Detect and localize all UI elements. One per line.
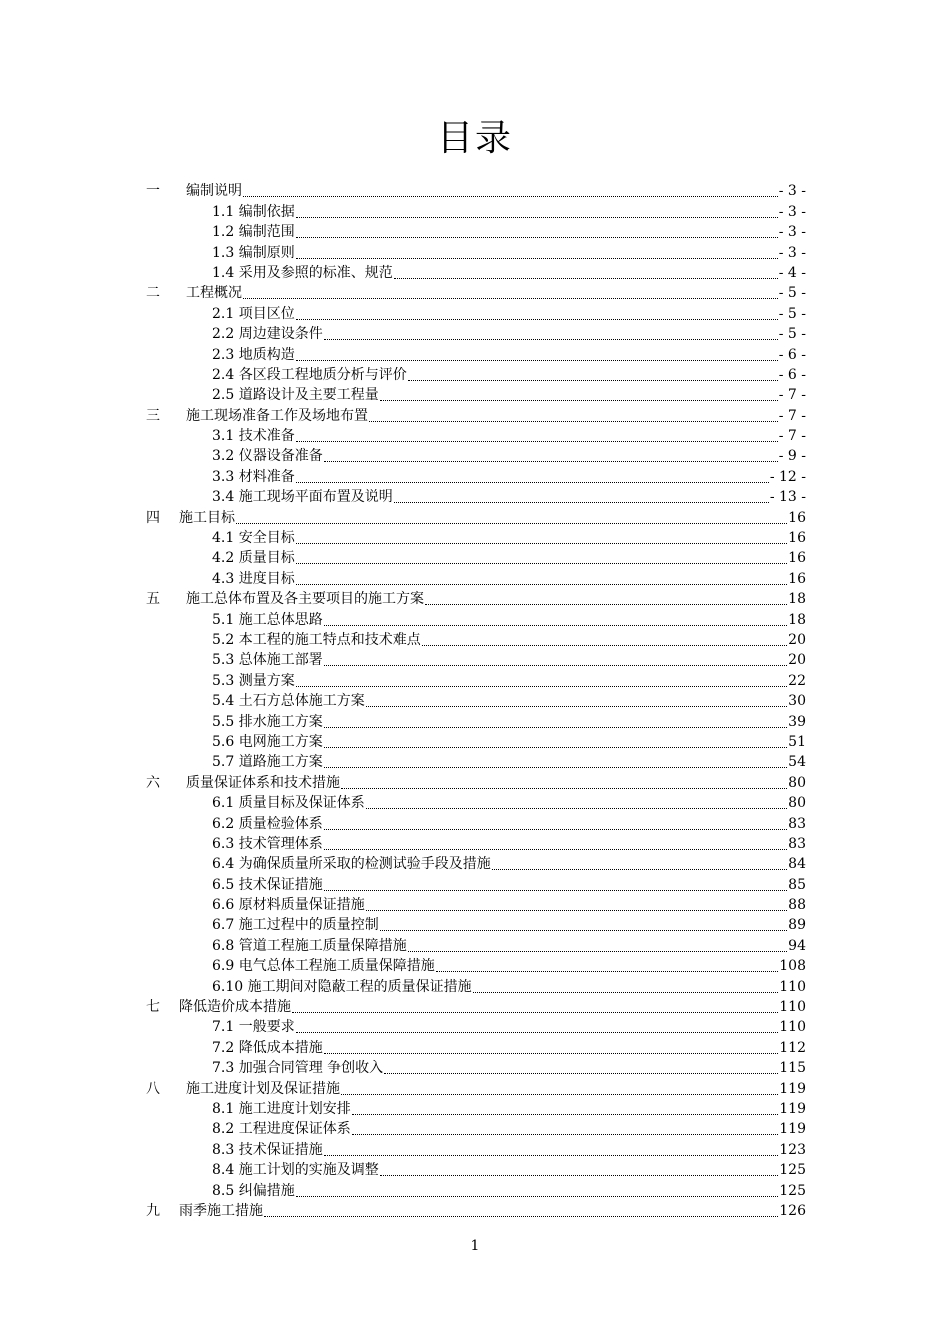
toc-entry-page: 22 <box>788 672 806 689</box>
toc-section-entry[interactable] <box>146 1159 806 1179</box>
toc-entry-label: 雨季施工措施 <box>179 1202 263 1219</box>
toc-entry-page: 16 <box>788 570 806 587</box>
page-number: 1 <box>470 1238 480 1254</box>
toc-entry-label: 5.3 总体施工部署 <box>212 652 323 669</box>
toc-entry-page: 85 <box>788 876 806 893</box>
toc-section-entry[interactable] <box>146 710 806 730</box>
toc-entry-page: 112 <box>779 1039 806 1056</box>
toc-section-entry[interactable] <box>146 833 806 853</box>
toc-entry-page: 110 <box>779 1019 806 1036</box>
toc-entry-number: 七 <box>146 999 160 1016</box>
toc-dot-leader <box>324 338 778 340</box>
toc-entry-label: 6.2 质量检验体系 <box>212 815 323 832</box>
toc-entry-label: 7.3 加强合同管理 争创收入 <box>212 1060 384 1077</box>
toc-entry-page: 119 <box>779 1100 806 1117</box>
toc-entry-page: 18 <box>788 611 806 628</box>
toc-dot-leader <box>296 236 778 238</box>
toc-entry-label: 3.2 仪器设备准备 <box>212 448 323 465</box>
toc-dot-leader <box>394 501 769 503</box>
toc-entry-label: 2.5 道路设计及主要工程量 <box>212 387 379 404</box>
toc-entry-label: 1.2 编制范围 <box>212 224 295 241</box>
toc-entry-label: 2.1 项目区位 <box>212 305 295 322</box>
toc-section-entry[interactable] <box>146 608 806 628</box>
toc-entry-page: - 5 - <box>778 305 806 322</box>
toc-chapter-entry[interactable] <box>146 1077 806 1097</box>
toc-entry-number: 八 <box>146 1080 160 1097</box>
toc-entry-number: 五 <box>146 591 160 608</box>
toc-entry-page: - 6 - <box>778 346 806 363</box>
toc-dot-leader <box>352 1113 779 1115</box>
toc-entry-label: 6.7 施工过程中的质量控制 <box>212 917 379 934</box>
toc-dot-leader <box>366 807 787 809</box>
toc-entry-page: 110 <box>779 999 806 1016</box>
toc-entry-label: 施工目标 <box>179 509 235 526</box>
toc-section-entry[interactable] <box>146 547 806 567</box>
toc-entry-page: 16 <box>788 509 806 526</box>
toc-dot-leader <box>324 664 787 666</box>
toc-dot-leader <box>380 929 787 931</box>
toc-entry-label: 6.1 质量目标及保证体系 <box>212 795 365 812</box>
toc-section-entry[interactable] <box>146 853 806 873</box>
toc-entry-number: 九 <box>146 1202 160 1219</box>
toc-entry-label: 施工总体布置及各主要项目的施工方案 <box>186 591 424 608</box>
toc-section-entry[interactable] <box>146 751 806 771</box>
toc-entry-page: - 9 - <box>778 448 806 465</box>
toc-entry-label: 2.3 地质构造 <box>212 346 295 363</box>
toc-section-entry[interactable] <box>146 302 806 322</box>
toc-entry-page: 16 <box>788 550 806 567</box>
toc-entry-page: 126 <box>779 1202 806 1219</box>
toc-dot-leader <box>324 1052 779 1054</box>
toc-dot-leader <box>380 1174 779 1176</box>
toc-entry-page: 119 <box>779 1080 806 1097</box>
toc-dot-leader <box>366 909 787 911</box>
toc-dot-leader <box>296 318 778 320</box>
toc-entry-number: 六 <box>146 774 160 791</box>
toc-entry-page: - 7 - <box>778 428 806 445</box>
toc-entry-label: 降低造价成本措施 <box>179 999 291 1016</box>
toc-entry-label: 7.1 一般要求 <box>212 1019 295 1036</box>
toc-section-entry[interactable] <box>146 425 806 445</box>
toc-chapter-entry[interactable] <box>146 588 806 608</box>
toc-entry-page: 20 <box>788 652 806 669</box>
toc-dot-leader <box>324 460 778 462</box>
toc-entry-page: - 3 - <box>778 224 806 241</box>
toc-dot-leader <box>380 399 778 401</box>
toc-dot-leader <box>324 726 787 728</box>
toc-dot-leader <box>243 195 778 197</box>
toc-dot-leader <box>422 644 787 646</box>
toc-section-entry[interactable] <box>146 384 806 404</box>
toc-entry-page: 20 <box>788 631 806 648</box>
toc-section-entry[interactable] <box>146 894 806 914</box>
toc-dot-leader <box>369 420 778 422</box>
toc-dot-leader <box>408 950 787 952</box>
toc-entry-page: 83 <box>788 835 806 852</box>
toc-section-entry[interactable] <box>146 486 806 506</box>
toc-entry-page: - 5 - <box>778 285 806 302</box>
toc-entry-label: 4.1 安全目标 <box>212 530 295 547</box>
toc-dot-leader <box>292 1011 778 1013</box>
toc-section-entry[interactable] <box>146 690 806 710</box>
toc-entry-label: 8.4 施工计划的实施及调整 <box>212 1162 379 1179</box>
toc-entry-label: 5.3 测量方案 <box>212 672 295 689</box>
toc-dot-leader <box>324 1154 779 1156</box>
toc-entry-page: 115 <box>779 1060 806 1077</box>
toc-entry-page: 16 <box>788 530 806 547</box>
toc-section-entry[interactable] <box>146 812 806 832</box>
toc-section-entry[interactable] <box>146 221 806 241</box>
toc-entry-label: 工程概况 <box>186 285 242 302</box>
toc-entry-page: 119 <box>779 1121 806 1138</box>
toc-section-entry[interactable] <box>146 343 806 363</box>
toc-section-entry[interactable] <box>146 934 806 954</box>
toc-entry-page: 80 <box>788 795 806 812</box>
toc-entry-label: 5.7 道路施工方案 <box>212 754 323 771</box>
toc-entry-label: 5.5 排水施工方案 <box>212 713 323 730</box>
toc-section-entry[interactable] <box>146 873 806 893</box>
toc-entry-label: 3.1 技术准备 <box>212 428 295 445</box>
toc-section-entry[interactable] <box>146 792 806 812</box>
toc-entry-page: 39 <box>788 713 806 730</box>
toc-dot-leader <box>296 481 769 483</box>
toc-dot-leader <box>296 440 778 442</box>
toc-dot-leader <box>296 583 787 585</box>
toc-entry-label: 5.6 电网施工方案 <box>212 733 323 750</box>
toc-entry-label: 4.3 进度目标 <box>212 570 295 587</box>
toc-chapter-entry[interactable] <box>146 282 806 302</box>
toc-entry-label: 质量保证体系和技术措施 <box>186 774 340 791</box>
toc-chapter-entry[interactable] <box>146 996 806 1016</box>
toc-entry-label: 8.1 施工进度计划安排 <box>212 1100 351 1117</box>
toc-entry-page: 108 <box>779 958 806 975</box>
toc-chapter-entry[interactable] <box>146 771 806 791</box>
toc-entry-page: - 7 - <box>778 407 806 424</box>
toc-section-entry[interactable] <box>146 241 806 261</box>
toc-dot-leader <box>352 1133 779 1135</box>
toc-entry-label: 5.1 施工总体思路 <box>212 611 323 628</box>
toc-dot-leader <box>324 828 787 830</box>
toc-section-entry[interactable] <box>146 445 806 465</box>
toc-dot-leader <box>324 848 787 850</box>
toc-entry-page: 89 <box>788 917 806 934</box>
toc-entry-number: 三 <box>146 407 160 424</box>
toc-entry-label: 1.4 采用及参照的标准、规范 <box>212 264 393 281</box>
toc-entry-page: 123 <box>779 1141 806 1158</box>
toc-section-entry[interactable] <box>146 955 806 975</box>
toc-dot-leader <box>408 379 778 381</box>
page-title: 目录 <box>436 118 513 159</box>
toc-entry-label: 2.2 周边建设条件 <box>212 326 323 343</box>
toc-section-entry[interactable] <box>146 364 806 384</box>
toc-entry-label: 8.5 纠偏措施 <box>212 1182 295 1199</box>
toc-entry-label: 6.6 原材料质量保证措施 <box>212 897 365 914</box>
toc-entry-label: 6.8 管道工程施工质量保障措施 <box>212 937 407 954</box>
toc-section-entry[interactable] <box>146 1118 806 1138</box>
toc-entry-label: 8.3 技术保证措施 <box>212 1141 323 1158</box>
toc-dot-leader <box>324 766 787 768</box>
toc-dot-leader <box>296 216 778 218</box>
toc-entry-page: - 7 - <box>778 387 806 404</box>
toc-section-entry[interactable] <box>146 1098 806 1118</box>
toc-entry-page: 88 <box>788 897 806 914</box>
toc-entry-page: 80 <box>788 774 806 791</box>
toc-dot-leader <box>394 277 778 279</box>
toc-section-entry[interactable] <box>146 914 806 934</box>
toc-dot-leader <box>425 603 787 605</box>
toc-entry-page: - 3 - <box>778 183 806 200</box>
toc-entry-number: 一 <box>146 183 160 200</box>
toc-entry-page: - 13 - <box>769 489 806 506</box>
toc-entry-page: - 3 - <box>778 203 806 220</box>
toc-entry-label: 6.3 技术管理体系 <box>212 835 323 852</box>
toc-section-entry[interactable] <box>146 567 806 587</box>
toc-dot-leader <box>296 542 787 544</box>
toc-section-entry[interactable] <box>146 1016 806 1036</box>
toc-entry-page: 125 <box>779 1182 806 1199</box>
toc-entry-label: 2.4 各区段工程地质分析与评价 <box>212 366 407 383</box>
toc-entry-label: 6.5 技术保证措施 <box>212 876 323 893</box>
table-of-contents <box>146 180 806 1220</box>
toc-entry-page: - 12 - <box>769 468 806 485</box>
toc-section-entry[interactable] <box>146 731 806 751</box>
toc-entry-label: 8.2 工程进度保证体系 <box>212 1121 351 1138</box>
toc-dot-leader <box>324 624 787 626</box>
toc-entry-page: 125 <box>779 1162 806 1179</box>
toc-dot-leader <box>296 359 778 361</box>
toc-dot-leader <box>296 1031 779 1033</box>
toc-section-entry[interactable] <box>146 1036 806 1056</box>
toc-chapter-entry[interactable] <box>146 1200 806 1220</box>
toc-entry-label: 3.4 施工现场平面布置及说明 <box>212 489 393 506</box>
toc-dot-leader <box>436 970 779 972</box>
toc-section-entry[interactable] <box>146 527 806 547</box>
toc-entry-page: 84 <box>788 856 806 873</box>
toc-section-entry[interactable] <box>146 1057 806 1077</box>
toc-dot-leader <box>296 1195 779 1197</box>
toc-dot-leader <box>296 562 787 564</box>
toc-section-entry[interactable] <box>146 629 806 649</box>
toc-entry-label: 施工现场准备工作及场地布置 <box>186 407 368 424</box>
toc-entry-page: - 3 - <box>778 244 806 261</box>
toc-dot-leader <box>366 705 787 707</box>
toc-entry-page: - 4 - <box>778 264 806 281</box>
toc-entry-page: 94 <box>788 937 806 954</box>
toc-dot-leader <box>324 889 787 891</box>
toc-entry-page: 83 <box>788 815 806 832</box>
toc-entry-page: - 5 - <box>778 326 806 343</box>
toc-dot-leader <box>341 787 787 789</box>
toc-dot-leader <box>492 868 787 870</box>
toc-entry-label: 1.1 编制依据 <box>212 203 295 220</box>
toc-entry-label: 5.4 土石方总体施工方案 <box>212 693 365 710</box>
toc-entry-label: 编制说明 <box>186 183 242 200</box>
toc-section-entry[interactable] <box>146 649 806 669</box>
toc-dot-leader <box>473 991 779 993</box>
toc-chapter-entry[interactable] <box>146 404 806 424</box>
toc-chapter-entry[interactable] <box>146 180 806 200</box>
toc-entry-label: 5.2 本工程的施工特点和技术难点 <box>212 631 421 648</box>
toc-entry-page: 51 <box>788 733 806 750</box>
toc-dot-leader <box>264 1215 778 1217</box>
toc-section-entry[interactable] <box>146 669 806 689</box>
toc-entry-label: 4.2 质量目标 <box>212 550 295 567</box>
toc-dot-leader <box>236 522 787 524</box>
toc-entry-page: 54 <box>788 754 806 771</box>
toc-dot-leader <box>296 685 787 687</box>
toc-entry-label: 施工进度计划及保证措施 <box>186 1080 340 1097</box>
toc-section-entry[interactable] <box>146 975 806 995</box>
toc-entry-page: 30 <box>788 693 806 710</box>
toc-entry-page: 18 <box>788 591 806 608</box>
toc-dot-leader <box>324 746 787 748</box>
toc-dot-leader <box>296 257 778 259</box>
toc-dot-leader <box>243 297 778 299</box>
toc-dot-leader <box>341 1093 778 1095</box>
toc-section-entry[interactable] <box>146 200 806 220</box>
toc-entry-label: 6.9 电气总体工程施工质量保障措施 <box>212 958 435 975</box>
toc-entry-label: 6.10 施工期间对隐蔽工程的质量保证措施 <box>212 978 472 995</box>
toc-entry-number: 四 <box>146 509 160 526</box>
toc-entry-page: - 6 - <box>778 366 806 383</box>
toc-entry-page: 110 <box>779 978 806 995</box>
toc-section-entry[interactable] <box>146 323 806 343</box>
toc-entry-label: 3.3 材料准备 <box>212 468 295 485</box>
toc-entry-label: 7.2 降低成本措施 <box>212 1039 323 1056</box>
toc-section-entry[interactable] <box>146 465 806 485</box>
toc-dot-leader <box>384 1072 778 1074</box>
toc-section-entry[interactable] <box>146 262 806 282</box>
toc-section-entry[interactable] <box>146 1138 806 1158</box>
toc-entry-label: 1.3 编制原则 <box>212 244 295 261</box>
toc-section-entry[interactable] <box>146 1179 806 1199</box>
toc-chapter-entry[interactable] <box>146 506 806 526</box>
toc-entry-label: 6.4 为确保质量所采取的检测试验手段及措施 <box>212 856 491 873</box>
toc-entry-number: 二 <box>146 285 160 302</box>
